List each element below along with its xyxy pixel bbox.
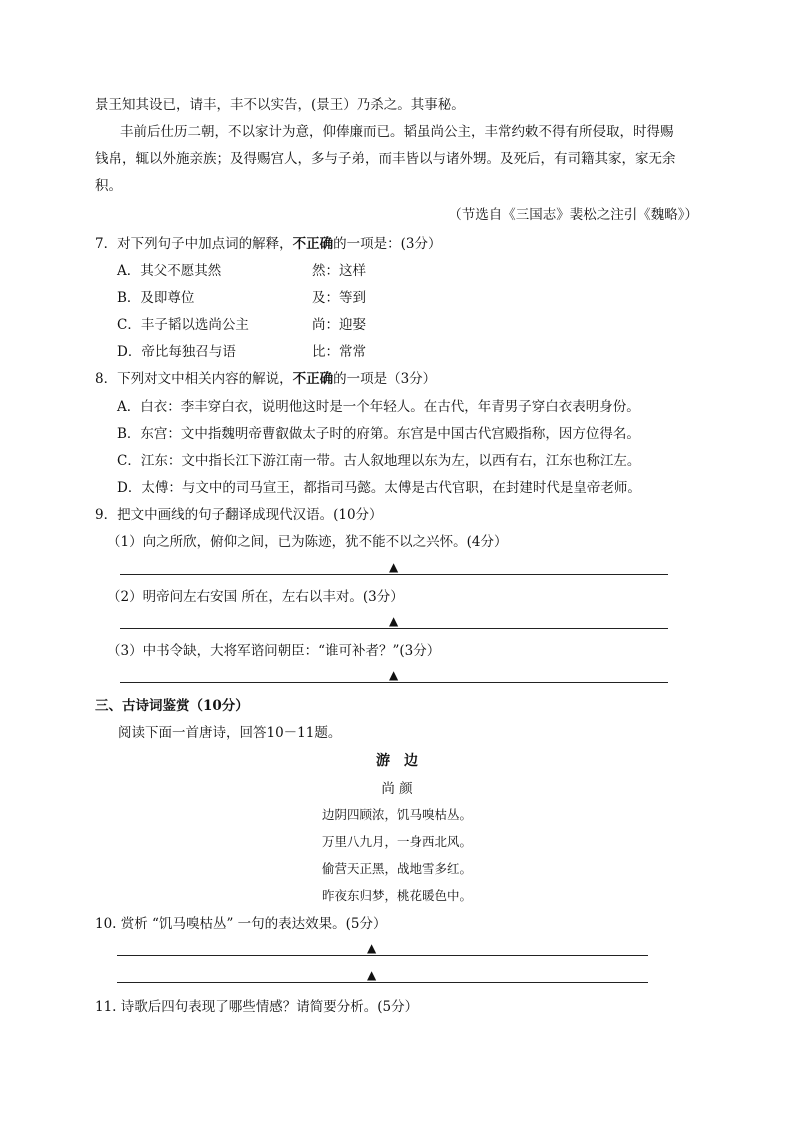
passage-line-4: 积。 <box>95 178 122 194</box>
poem-line-4: 昨夜东归梦，桃花暖色中。 <box>321 888 472 903</box>
passage-line-1: 景王知其设已，请丰，丰不以实告，(景王）乃杀之。其事秘。 <box>95 97 465 113</box>
q8-option-b: B．东宫：文中指魏明帝曹叡做太子时的府第。东宫是中国古代宫殿指称，因方位得名。 <box>117 426 640 442</box>
answer-line <box>120 628 668 629</box>
q8-stem-bold: 不正确 <box>292 371 334 387</box>
q9-item-2: （2）明帝问左右安国 所在，左右以丰对。(3分） <box>107 589 404 605</box>
answer-line <box>117 982 648 983</box>
answer-triangle-icon: ▲ <box>389 668 399 682</box>
poem-title: 游 边 <box>376 753 418 769</box>
question-8-stem <box>95 367 436 387</box>
answer-triangle-icon: ▲ <box>367 941 377 955</box>
q7-stem-post: 的一项是：(3分） <box>333 236 442 252</box>
q7-option-b: B．及即尊位 <box>117 290 195 306</box>
q7-option-d-gloss: 比：常常 <box>312 344 366 360</box>
question-9-stem: 9．把文中画线的句子翻译成现代汉语。(10分） <box>95 507 383 523</box>
q8-option-d: D．太傅：与文中的司马宣王，都指司马懿。太傅是古代官职，在封建时代是皇帝老师。 <box>117 480 641 496</box>
answer-triangle-icon: ▲ <box>367 968 377 982</box>
question-10-stem: 10. 赏析 “饥马嗅枯丛” 一句的表达效果。(5分） <box>95 916 387 932</box>
q9-item-1: （1）向之所欣，俯仰之间，已为陈迹，犹不能不以之兴怀。(4分） <box>107 534 508 550</box>
passage-source: （节选自《三国志》裴松之注引《魏略》） <box>448 207 698 223</box>
q7-stem-pre: 7．对下列句子中加点词的解释， <box>95 236 293 252</box>
poem-line-1: 边阴四顾浓，饥马嗅枯丛。 <box>321 807 472 822</box>
poem-line-3: 偷营天正黑，战地雪多红。 <box>321 861 472 876</box>
answer-line <box>120 682 668 683</box>
question-7-stem <box>95 232 441 252</box>
section-3-heading: 三、古诗词鉴赏（10分） <box>95 698 249 714</box>
poem-author: 尚 颜 <box>381 781 413 797</box>
q7-option-d: D．帝比每独召与语 <box>117 344 236 360</box>
poem-line-2: 万里八九月，一身西北风。 <box>321 834 472 849</box>
q8-stem-pre: 8．下列对文中相关内容的解说， <box>95 371 293 387</box>
q7-option-a: A．其父不愿其然 <box>117 263 222 279</box>
q8-stem-post: 的一项是（3分） <box>333 371 437 387</box>
passage-line-3: 钱帛，辄以外施亲族；及得赐宫人，多与子弟，而丰皆以与诸外甥。及死后，有司籍其家，家无余 <box>95 151 676 167</box>
passage-line-2: 丰前后仕历二朝，不以家计为意，仰俸廉而已。韬虽尚公主，丰常约敕不得有所侵取，时得赐 <box>120 124 674 140</box>
q9-item-3: （3）中书令缺，大将军谘问朝臣：“谁可补者？”(3分） <box>107 643 441 659</box>
q7-stem-bold: 不正确 <box>292 236 334 252</box>
answer-triangle-icon: ▲ <box>389 614 399 628</box>
q7-option-a-gloss: 然：这样 <box>312 263 366 279</box>
answer-line <box>120 574 668 575</box>
q7-option-c: C．丰子韬以选尚公主 <box>117 317 249 333</box>
q8-option-a: A．白衣：李丰穿白衣，说明他这时是一个年轻人。在古代，年青男子穿白衣表明身份。 <box>117 399 640 415</box>
question-11-stem: 11. 诗歌后四句表现了哪些情感？请简要分析。(5分） <box>95 999 419 1015</box>
q7-option-c-gloss: 尚：迎娶 <box>312 317 366 333</box>
q8-option-c: C．江东：文中指长江下游江南一带。古人叙地理以东为左，以西有右，江东也称江左。 <box>117 453 641 469</box>
answer-line <box>117 955 648 956</box>
q7-option-b-gloss: 及：等到 <box>312 290 366 306</box>
section-3-intro: 阅读下面一首唐诗，回答10－11题。 <box>118 725 342 741</box>
answer-triangle-icon: ▲ <box>389 560 399 574</box>
